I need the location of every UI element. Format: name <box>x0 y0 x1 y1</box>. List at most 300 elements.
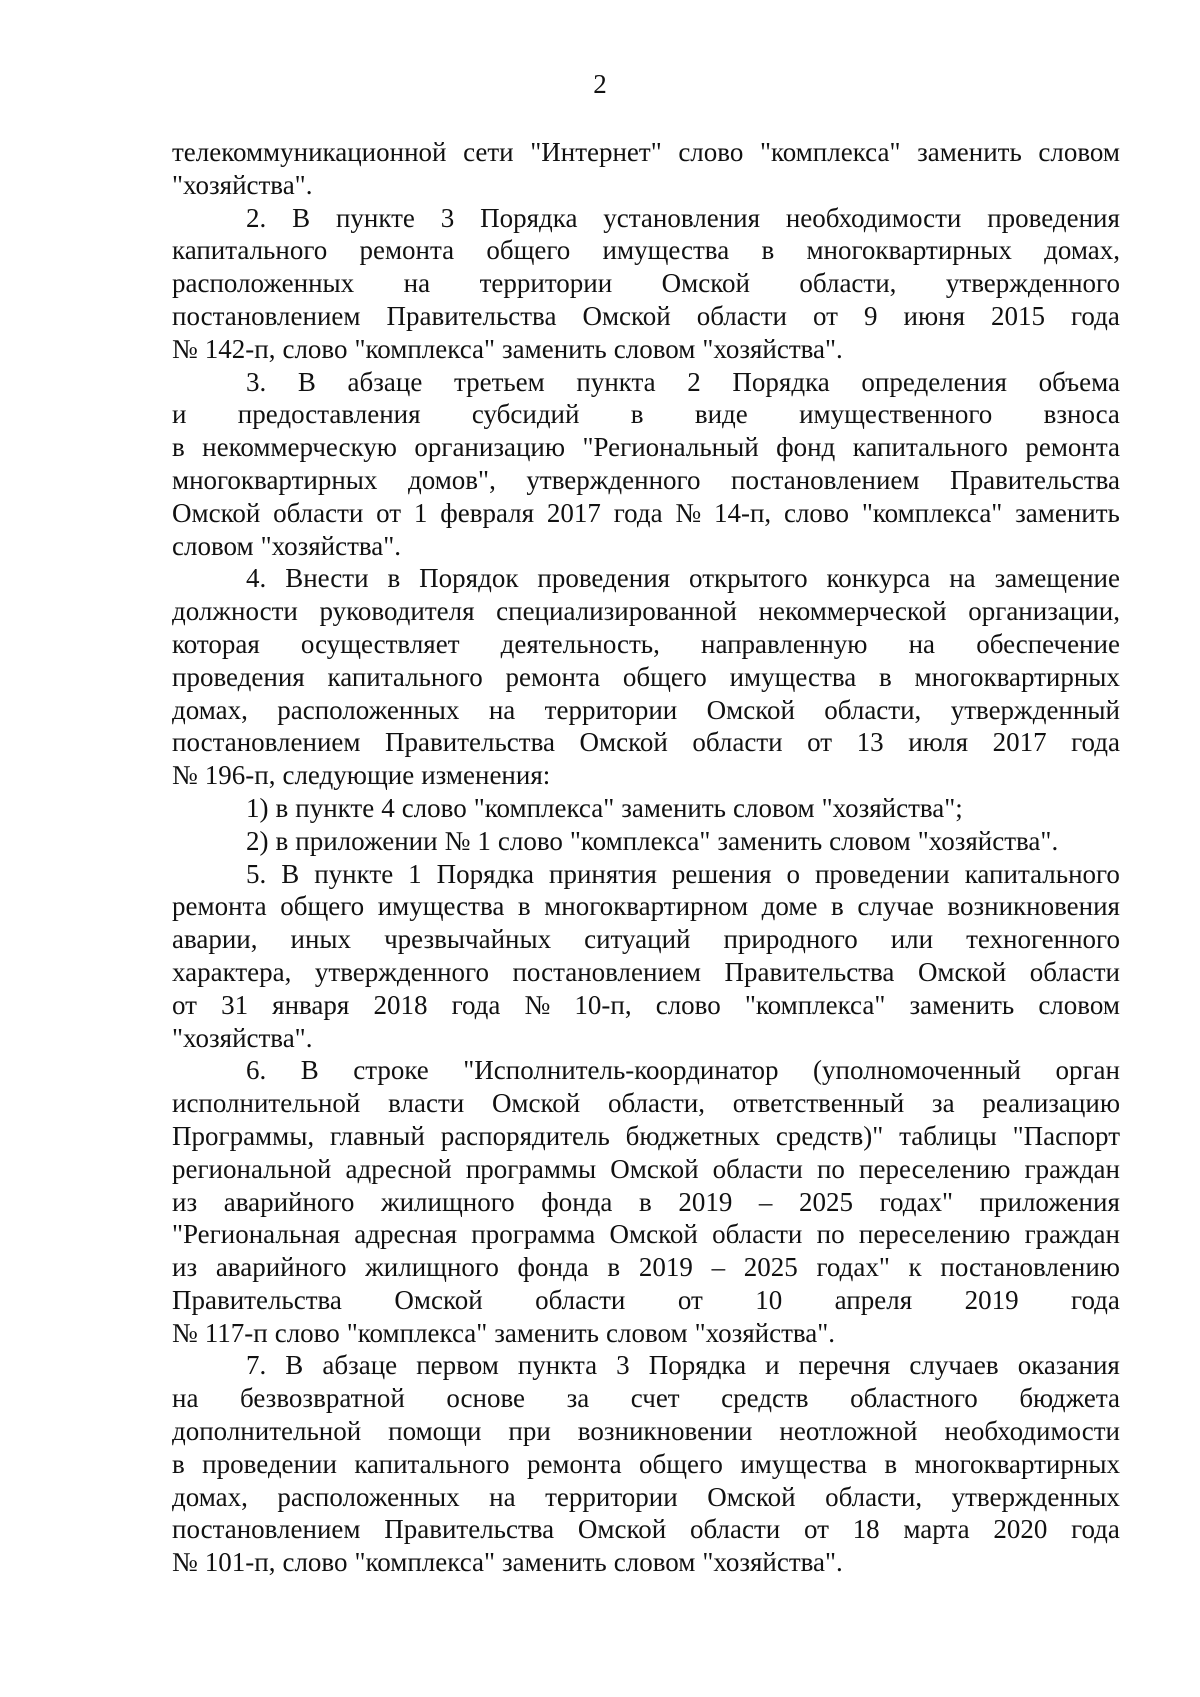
text-word: безвозвратной <box>239 1383 405 1414</box>
text-word: руководителя <box>319 596 475 627</box>
text-word: заменить <box>621 792 726 823</box>
text-word: фонда <box>517 1252 589 1283</box>
text-word: постановлением <box>172 727 361 758</box>
text-word: необходимости <box>944 1416 1120 1447</box>
text-word: общего <box>486 235 571 266</box>
text-word: "комплекса" <box>569 825 711 856</box>
text-word: 2017 <box>546 497 601 528</box>
text-word: которая <box>172 628 260 659</box>
text-word: "комплекса" <box>346 1317 488 1348</box>
text-word: области, <box>825 1481 923 1512</box>
text-word: 2018 <box>373 989 428 1020</box>
text-word: переселению <box>858 1219 1011 1250</box>
text-word: области, <box>607 1088 705 1119</box>
text-word: телекоммуникационной <box>172 137 447 167</box>
text-word: в <box>761 235 775 266</box>
text-word: слово <box>274 1317 340 1348</box>
text-line <box>172 1546 1120 1579</box>
text-word: "хозяйства". <box>917 825 1059 856</box>
text-word: и <box>765 1350 780 1381</box>
text-word: жилищного <box>380 1186 515 1217</box>
text-word: аварийного <box>215 1252 347 1283</box>
text-word: года <box>1071 1514 1120 1545</box>
text-word: от <box>172 989 197 1020</box>
text-word: "комплекса" <box>759 137 901 167</box>
text-word: расположенных <box>277 1481 460 1512</box>
text-word: № <box>172 1547 198 1578</box>
text-word: от <box>807 727 833 758</box>
text-word: главный <box>329 1120 425 1151</box>
text-word: 2) <box>246 825 269 856</box>
text-word: года <box>1071 727 1120 758</box>
text-line <box>172 366 1120 399</box>
text-word: в <box>517 891 531 922</box>
text-word: граждан <box>1024 1153 1120 1184</box>
text-word: Правительства <box>384 1514 555 1545</box>
text-word: от <box>376 497 402 528</box>
text-word: первом <box>416 1350 499 1381</box>
text-word: осуществляет <box>300 628 460 659</box>
text-word: В <box>281 858 300 889</box>
text-word: июня <box>903 300 965 331</box>
text-word: в <box>607 1252 621 1283</box>
text-word: принятия <box>549 858 657 889</box>
text-word: года <box>1071 1284 1120 1315</box>
text-word: многоквартирных <box>914 661 1120 692</box>
text-word: домах, <box>172 1481 248 1512</box>
text-word: ремонта <box>172 891 267 922</box>
text-line <box>172 234 1120 267</box>
text-word: субсидий <box>471 399 580 430</box>
text-word: общего <box>639 1448 723 1479</box>
text-line <box>172 267 1120 300</box>
text-word: в <box>172 432 185 463</box>
text-word: в <box>879 661 892 692</box>
text-word: словом <box>172 530 254 561</box>
text-word: Правительства <box>724 956 895 987</box>
text-word: или <box>890 924 934 955</box>
text-word: словом <box>1038 137 1120 167</box>
text-word: адресной <box>345 1153 452 1184</box>
text-word: "хозяйства". <box>172 1022 313 1053</box>
text-word: 2015 <box>991 300 1046 331</box>
text-word: 2025 <box>743 1252 798 1283</box>
text-word: Порядка <box>480 202 578 233</box>
text-word: 14-п, <box>713 497 772 528</box>
text-word: утвержденный <box>950 694 1120 725</box>
text-word: 2019 <box>638 1252 693 1283</box>
text-line <box>172 300 1120 333</box>
text-line <box>172 136 1120 169</box>
text-word: направленную <box>701 628 868 659</box>
text-word: пункта <box>576 366 656 397</box>
text-word: года <box>451 989 501 1020</box>
text-word: многоквартирном <box>544 891 749 922</box>
text-word: имущества <box>602 235 730 266</box>
text-word: января <box>272 989 350 1020</box>
text-line <box>172 202 1120 235</box>
text-word: имущественного <box>799 399 993 430</box>
text-word: 2025 <box>799 1186 853 1217</box>
text-word: Омской <box>394 1284 483 1315</box>
text-word: № <box>172 760 198 791</box>
text-word: заменить <box>502 333 607 364</box>
text-word: территории <box>545 1481 678 1512</box>
text-line <box>172 562 1120 595</box>
text-line <box>172 628 1120 661</box>
text-word: приложении <box>295 825 438 856</box>
text-word: абзаце <box>322 1350 398 1381</box>
text-line <box>172 169 1120 202</box>
text-line <box>172 1481 1120 1514</box>
text-word: многоквартирных <box>806 235 1012 266</box>
text-word: марта <box>903 1514 970 1545</box>
text-line <box>172 1513 1120 1546</box>
text-word: фонда <box>541 1186 613 1217</box>
text-word: 1 <box>477 825 491 856</box>
text-word: иных <box>290 924 352 955</box>
text-word: 2019 <box>678 1186 733 1217</box>
text-word: – <box>711 1252 726 1283</box>
text-word: 18 <box>852 1514 880 1545</box>
text-word: капитального <box>172 235 328 266</box>
text-word: природного <box>723 924 858 955</box>
text-word: 142-п, <box>204 333 276 364</box>
text-word: утвержденного <box>526 464 701 495</box>
text-word: из <box>172 1186 198 1217</box>
text-word: капитального <box>964 858 1120 889</box>
text-word: ремонта <box>505 661 601 692</box>
text-word: "хозяйства". <box>172 169 313 200</box>
text-word: имущества <box>377 891 505 922</box>
text-line <box>172 464 1120 497</box>
text-word: заменить <box>909 989 1015 1020</box>
text-word: Порядок <box>419 563 519 594</box>
text-word: В <box>292 202 311 233</box>
text-word: домах, <box>1044 235 1120 266</box>
text-word: в <box>172 1448 185 1479</box>
text-word: некоммерческую <box>202 432 397 463</box>
text-word: предоставления <box>237 399 421 430</box>
text-word: "Интернет" <box>530 137 662 167</box>
text-word: бюджета <box>1019 1383 1120 1414</box>
text-word: переселению <box>859 1153 1011 1184</box>
text-line <box>172 1153 1120 1186</box>
text-word: ремонта <box>526 1448 622 1479</box>
text-word: февраля <box>440 497 535 528</box>
text-word: аварийного <box>223 1186 355 1217</box>
text-word: строке <box>353 1055 429 1086</box>
text-line <box>172 923 1120 956</box>
text-word: слово <box>497 825 563 856</box>
text-word: утвержденного <box>314 956 489 987</box>
text-word: многоквартирных <box>914 1448 1120 1479</box>
text-word: средств <box>721 1383 809 1414</box>
text-line <box>172 530 1120 563</box>
text-word: Омской <box>577 1514 667 1545</box>
text-word: на <box>488 694 516 725</box>
text-word: расположенных <box>172 268 355 299</box>
text-word: фонд <box>776 432 836 463</box>
text-word: в <box>387 563 401 594</box>
text-line <box>172 333 1120 366</box>
text-word: года <box>613 497 663 528</box>
text-word: области <box>712 1219 803 1250</box>
text-word: за <box>566 1383 590 1414</box>
text-word: неотложной <box>779 1416 918 1447</box>
text-word: замещение <box>994 563 1120 594</box>
text-word: В <box>297 366 316 397</box>
text-word: необходимости <box>785 202 962 233</box>
text-word: Омской <box>706 694 795 725</box>
page-number: 2 <box>593 69 607 99</box>
text-word: счет <box>630 1383 680 1414</box>
text-word: таблицы <box>899 1120 997 1151</box>
text-word: чрезвычайных <box>384 924 552 955</box>
text-word: Омской <box>917 956 1007 987</box>
text-word: области <box>712 1153 803 1184</box>
text-word: "комплекса" <box>861 497 1003 528</box>
text-word: 101-п, <box>204 1547 276 1578</box>
text-word: Омской <box>582 300 671 331</box>
text-word: по <box>816 1219 845 1250</box>
text-word: региональной <box>172 1153 332 1184</box>
text-word: июля <box>908 727 969 758</box>
text-line <box>172 792 1120 825</box>
text-word: и <box>172 399 187 430</box>
text-word: проведения <box>172 661 305 692</box>
text-word: 2020 <box>993 1514 1048 1545</box>
text-word: доме <box>761 891 818 922</box>
text-word: в <box>275 825 289 856</box>
text-word: Правительства <box>172 1284 342 1315</box>
text-word: проведении <box>202 1448 337 1479</box>
text-word: изменения: <box>421 760 551 791</box>
text-word: средств)" <box>775 1120 884 1151</box>
text-word: обеспечение <box>976 628 1120 659</box>
text-word: проведении <box>814 858 950 889</box>
text-word: 1) <box>246 792 269 823</box>
text-line <box>172 825 1120 858</box>
text-word: области, <box>824 694 922 725</box>
text-word: в <box>884 1448 898 1479</box>
text-word: многоквартирных <box>172 464 378 495</box>
text-word: 117-п <box>204 1317 268 1348</box>
text-word: слово <box>783 497 849 528</box>
text-word: слово <box>655 989 721 1020</box>
text-word: слово <box>282 333 348 364</box>
text-word: адресная <box>354 1219 457 1250</box>
text-word: 1 <box>413 497 428 528</box>
text-word: "хозяйства". <box>702 1547 843 1578</box>
text-word: области <box>535 1284 626 1315</box>
text-word: власти <box>388 1088 465 1119</box>
text-word: капитального <box>354 1448 510 1479</box>
text-word: Порядка <box>436 858 535 889</box>
text-word: 196-п, <box>204 760 276 791</box>
text-word: Порядка <box>732 366 830 397</box>
text-line <box>172 1317 1120 1350</box>
text-word: "комплекса" <box>744 989 886 1020</box>
text-word: постановлением <box>172 300 361 331</box>
text-word: приложения <box>979 1186 1120 1217</box>
text-word: объема <box>1038 366 1120 397</box>
text-word: имущества <box>740 1448 867 1479</box>
text-word: ситуаций <box>584 924 691 955</box>
text-word: ответственный <box>732 1088 905 1119</box>
text-word: постановлением <box>172 1514 361 1545</box>
text-line <box>172 1087 1120 1120</box>
text-word: возникновения <box>947 891 1120 922</box>
text-word: Правительства <box>386 300 557 331</box>
text-word: дополнительной <box>172 1416 362 1447</box>
text-word: пункте <box>314 858 394 889</box>
text-line <box>172 1054 1120 1087</box>
text-word: имущества <box>729 661 857 692</box>
text-word: о <box>786 858 800 889</box>
text-word: к <box>908 1252 922 1283</box>
text-word: на <box>172 1383 199 1414</box>
text-word: "Паспорт <box>1012 1120 1120 1151</box>
text-word: организации, <box>968 596 1120 627</box>
text-word: 1 <box>408 858 422 889</box>
text-word: заменить <box>502 1547 607 1578</box>
text-word: ремонта <box>1025 432 1120 463</box>
text-line <box>172 1349 1120 1382</box>
text-word: в <box>630 399 644 430</box>
text-word: "хозяйства". <box>260 530 402 561</box>
text-word: общего <box>280 891 365 922</box>
text-word: Омской <box>661 268 750 299</box>
text-word: области <box>689 1514 781 1545</box>
text-word: "Региональная <box>172 1219 340 1250</box>
text-word: перечня <box>798 1350 891 1381</box>
text-word: "хозяйства". <box>694 1317 836 1348</box>
text-word: абзаце <box>347 366 423 397</box>
text-word: в <box>831 891 844 922</box>
text-word: граждан <box>1024 1219 1120 1250</box>
text-word: годах" <box>879 1186 953 1217</box>
text-word: слово <box>401 792 467 823</box>
text-word: оказания <box>1017 1350 1120 1381</box>
text-line <box>172 1415 1120 1448</box>
text-word: – <box>758 1186 773 1217</box>
text-word: за <box>931 1088 955 1119</box>
text-word: В <box>300 1055 319 1086</box>
text-word: области, <box>799 268 897 299</box>
text-word: проведения <box>537 563 671 594</box>
text-word: годах" <box>816 1252 890 1283</box>
text-word: области <box>1029 956 1120 987</box>
text-word: специализированной <box>496 596 737 627</box>
text-word: словом <box>613 333 696 364</box>
text-word: на <box>489 1481 516 1512</box>
text-word: № <box>172 1317 198 1348</box>
text-word: 4. <box>246 563 267 594</box>
text-word: областного <box>850 1383 978 1414</box>
text-word: при <box>508 1416 551 1447</box>
text-word: на <box>908 628 936 659</box>
text-word: 2017 <box>992 727 1047 758</box>
text-line <box>172 1251 1120 1284</box>
text-word: Порядка <box>648 1350 747 1381</box>
text-word: реализацию <box>982 1088 1120 1119</box>
text-line <box>172 1022 1120 1055</box>
text-word: "Региональный <box>582 432 759 463</box>
text-word: капитального <box>327 661 483 692</box>
text-word: случае <box>857 891 934 922</box>
text-word: в <box>638 1186 652 1217</box>
text-word: апреля <box>834 1284 913 1315</box>
text-word: Правительства <box>950 464 1120 495</box>
text-word: общего <box>622 661 707 692</box>
text-word: Омской <box>610 1153 699 1184</box>
text-word: пункте <box>335 202 415 233</box>
text-word: постановлением <box>512 956 701 987</box>
text-word: аварии, <box>172 924 258 955</box>
text-word: заменить <box>917 137 1022 167</box>
text-word: организацию <box>414 432 566 463</box>
text-word: Омской <box>707 1481 796 1512</box>
text-word: № <box>524 989 551 1020</box>
text-line <box>172 497 1120 530</box>
text-word: заменить <box>1015 497 1120 528</box>
text-word: из <box>172 1252 198 1283</box>
text-word: утвержденного <box>945 268 1120 299</box>
text-word: распорядитель <box>440 1120 610 1151</box>
text-word: пункте <box>295 792 375 823</box>
text-line <box>172 431 1120 464</box>
text-word: программы <box>465 1153 597 1184</box>
text-word: 6. <box>246 1055 267 1086</box>
text-word: "хозяйства"; <box>821 792 963 823</box>
text-word: 10 <box>755 1284 783 1315</box>
text-word: орган <box>1055 1055 1120 1086</box>
text-word: Правительства <box>385 727 555 758</box>
text-word: определения <box>861 366 1007 397</box>
text-word: 3 <box>616 1350 630 1381</box>
text-word: решения <box>671 858 772 889</box>
text-word: территории <box>479 268 613 299</box>
text-word: области <box>692 727 783 758</box>
text-word: № <box>172 333 198 364</box>
document-body <box>172 136 1120 1579</box>
text-word: от <box>803 1514 829 1545</box>
text-word: Программы, <box>172 1120 315 1151</box>
text-word: словом <box>613 1547 696 1578</box>
text-word: "комплекса" <box>473 792 615 823</box>
text-word: "хозяйства". <box>702 333 843 364</box>
text-word: Внести <box>285 563 369 594</box>
text-word: капитального <box>852 432 1008 463</box>
text-word: словом <box>606 1317 688 1348</box>
text-line <box>172 1284 1120 1317</box>
text-line <box>172 1218 1120 1251</box>
text-word: виде <box>694 399 748 430</box>
text-word: помощи <box>388 1416 482 1447</box>
text-word: домов", <box>407 464 496 495</box>
text-line <box>172 989 1120 1022</box>
text-line <box>172 1448 1120 1481</box>
text-line <box>172 1120 1120 1153</box>
text-word: по <box>816 1153 845 1184</box>
text-word: словом <box>829 825 911 856</box>
text-word: бюджетных <box>625 1120 761 1151</box>
text-word: должности <box>172 596 298 627</box>
text-word: 3 <box>440 202 455 233</box>
text-word: конкурса <box>826 563 931 594</box>
text-line <box>172 1382 1120 1415</box>
